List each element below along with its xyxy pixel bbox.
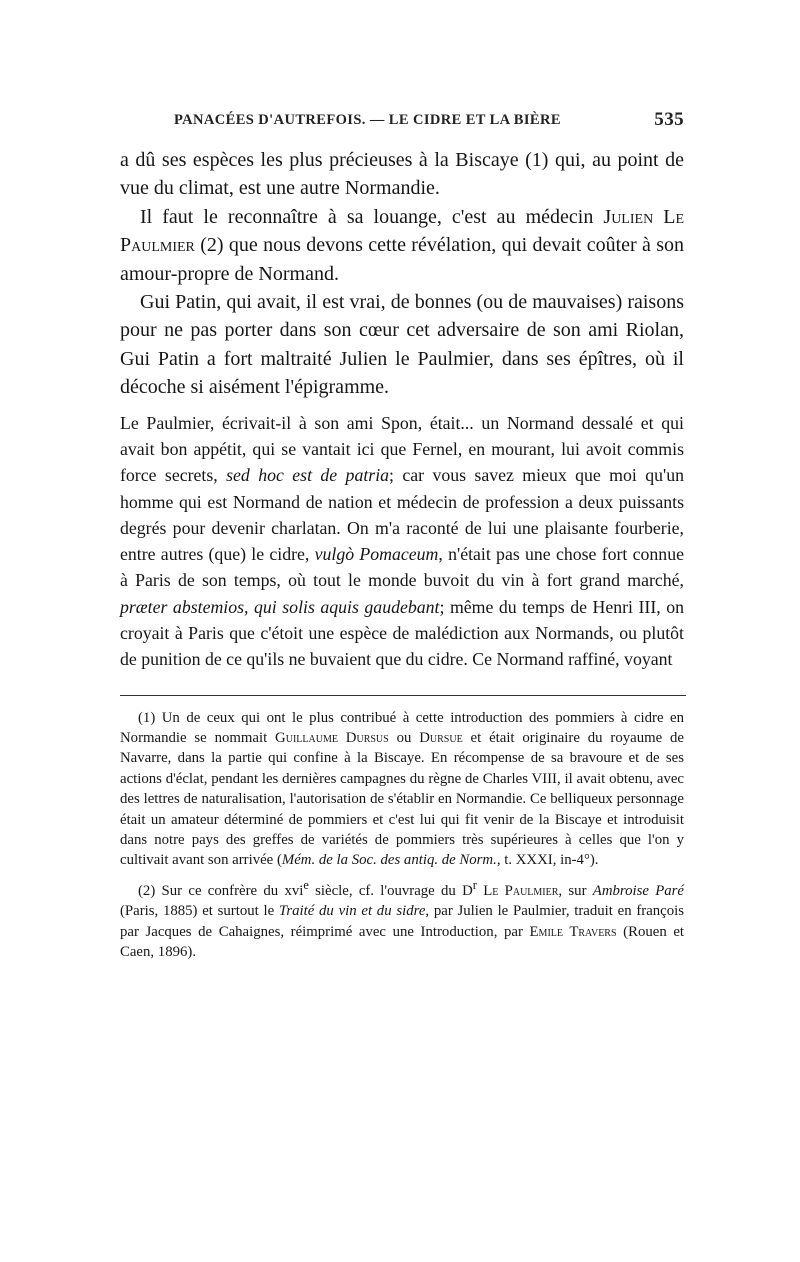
running-title: PANACÉES D'AUTREFOIS. — LE CIDRE ET LA BIÈRE <box>174 112 561 128</box>
paragraph: a dû ses espèces les plus précieuses à la Biscaye (1) qui, au point de vue du climat, est une autre Normandie. <box>120 149 684 200</box>
quote-text: Le Paulmier, écrivait-il à son ami Spon, était... un Normand dessalé et qui avait bon appétit, qui se vantait ici que Fernel, en mourant, lui avoit commis force secrets, sed hoc est de patria; car vous savez mieux que moi qu'un homme qui est Normand de nation et médecin de profession a deux puissants degrés pour devenir charlatan. On m'a raconté de lui une plaisante fourberie, entre autres (que) le cidre, vulgò Pomaceum, n'était pas une chose fort connue à Paris de son temps, où tout le monde buvoit du vin à fort grand marché, præter abstemios, qui solis aquis gaudebant; même du temps de Henri III, on croyait à Paris que c'étoit une espèce de malédiction aux Normands, ou plutôt de punition de ce qu'ils ne buvaient que du cidre. Ce Normand raffiné, voyant <box>120 412 684 670</box>
footnotes <box>120 708 684 963</box>
paragraph: Gui Patin, qui avait, il est vrai, de bonnes (ou de mauvaises) raisons pour ne pas porter dans son cœur cet adversaire de son ami Riolan, Gui Patin a fort maltraité Julien le Paulmier, dans ses épîtres, où il décoche si aisément l'épigramme. <box>120 291 684 399</box>
paragraph: Il faut le reconnaître à sa louange, c'est au médecin Julien Le Paulmier (2) que nous devons cette révélation, qui devait coûter à son amour-propre de Normand. <box>120 205 684 285</box>
running-header <box>174 109 684 136</box>
block-quote <box>120 410 684 673</box>
footnote-1: (1) Un de ceux qui ont le plus contribué à cette introduction des pommiers à cidre en Normandie se nommait Guillaume Dursus ou Dursue et était originaire du royaume de Navarre, dans la partie qui confine à la Biscaye. En récompense de sa bravoure et de ses actions d'éclat, pendant les dernières campagnes du règne de Charles VIII, il avait obtenu, avec des lettres de naturalisation, l'autorisation de s'établir en Normandie. Ce belliqueux personnage était un amateur déterminé de pommiers et c'est lui qui fit venir de la Biscaye et introduisit dans notre pays des greffes de variétés de pommiers très supérieures à celles que l'on y cultivait avant son arrivée (Mém. de la Soc. des antiq. de Norm., t. XXXI, in-4°). <box>120 709 684 869</box>
footnote-2: (2) Sur ce confrère du xvi$^e$ siècle, cf. l'ouvrage du $D^r$ Le Paulmier, sur Ambroise Paré (Paris, 1885) et surtout le Traité du vin et du sidre, par Julien le Paulmier, traduit en françois par Jacques de Cahaignes, réimprimé avec une Introduction, par Emile Travers (Rouen et Caen, 1896). <box>120 877 685 961</box>
person-name: Julien Le Paulmier <box>120 205 684 257</box>
page-number: 535 <box>654 109 684 130</box>
main-text <box>120 146 684 402</box>
book-page <box>120 109 685 966</box>
footnote-divider <box>120 695 686 696</box>
